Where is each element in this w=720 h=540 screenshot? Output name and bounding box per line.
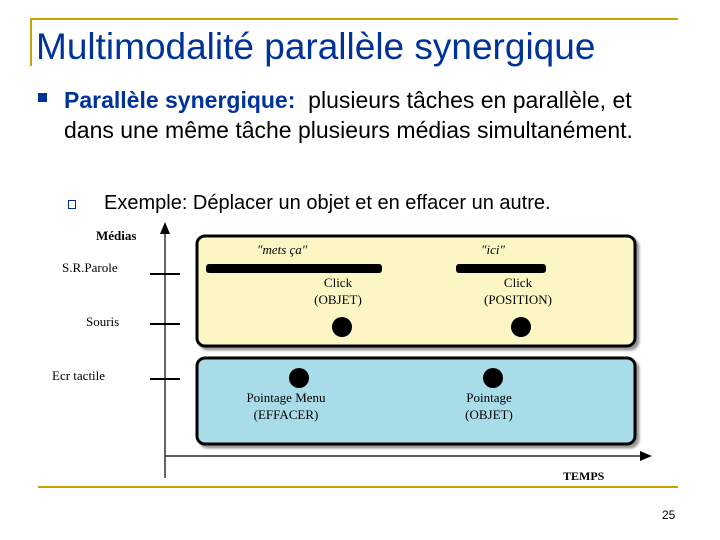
frame-left-rule [30,18,32,66]
pointing-label-objet-sub: (OBJET) [465,407,513,422]
x-axis-arrow-icon [640,451,652,461]
media-label-touch: Ecr tactile [52,368,106,383]
pointing-label-objet: Pointage [466,390,512,405]
y-axis-title: Médias [96,228,137,243]
click-label-position-sub: (POSITION) [484,292,552,307]
click-label-position: Click [503,275,533,290]
speech-label-ici: "ici" [481,242,505,257]
bullet-keyword: Parallèle synergique: [64,87,296,113]
touch-dot-objet [483,368,503,388]
click-dot-objet [332,317,352,337]
pointing-label-menu-sub: (EFFACER) [253,407,319,422]
bullet-square-icon [38,93,47,102]
click-label-objet-sub: (OBJET) [314,292,362,307]
frame-top-rule [30,18,678,20]
y-axis-arrow-icon [160,222,170,234]
bullet-text [64,85,684,145]
touch-dot-menu [289,368,309,388]
frame-bottom-rule [38,486,678,488]
timeline-diagram [40,220,660,485]
speech-label-mets-ca: "mets ça" [257,242,308,257]
click-dot-position [511,317,531,337]
sub-bullet-text: Exemple: Déplacer un objet et en effacer un autre. [104,192,551,214]
media-label-speech: S.R.Parole [62,260,118,275]
speech-bar-ici [456,264,546,273]
speech-bar-mets-ca [206,264,382,273]
sub-bullet-box-icon [68,200,76,209]
slide-title: Multimodalité parallèle synergique [36,26,596,67]
bullet-body: plusieurs tâches en parallèle, et dans une même tâche plusieurs médias simultanément. [64,87,633,143]
pointing-label-menu: Pointage Menu [246,390,326,405]
x-axis-title: TEMPS [563,469,605,483]
media-label-mouse: Souris [86,314,120,329]
page-number: 25 [662,508,676,522]
click-label-objet: Click [323,275,353,290]
